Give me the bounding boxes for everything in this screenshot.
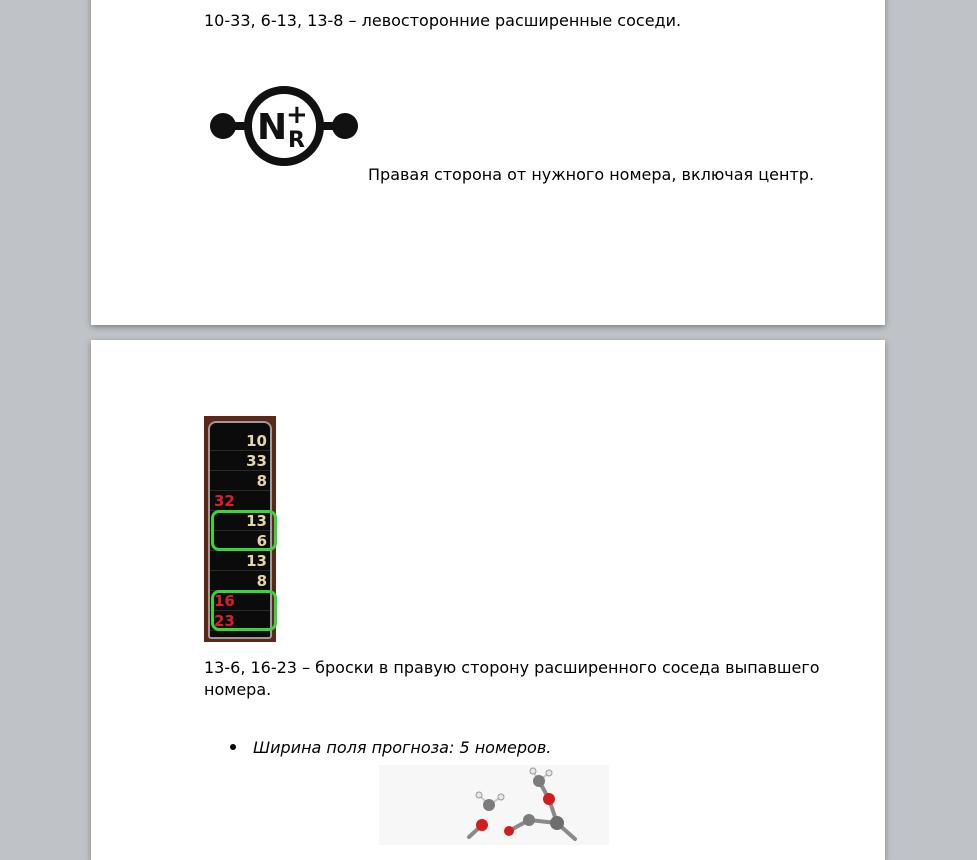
bullet-text: Ширина поля прогноза: 5 номеров. [253, 738, 552, 757]
highlight-frame [211, 510, 277, 551]
roulette-history-board [204, 416, 276, 642]
neighbor-right-icon [209, 85, 359, 167]
history-number: 13 [210, 511, 270, 531]
svg-text:R: R [288, 128, 305, 153]
history-number: 6 [210, 531, 270, 551]
document-page-2 [91, 340, 885, 860]
svg-text:+: + [286, 100, 308, 130]
svg-text:N: N [257, 107, 288, 148]
history-number: 8 [210, 471, 270, 491]
history-number: 8 [210, 571, 270, 591]
left-neighbors-text: 10-33, 6-13, 13-8 – левосторонние расширенные соседи. [204, 11, 682, 30]
history-number: 16 [210, 591, 270, 611]
history-number: 33 [210, 451, 270, 471]
icon-description: Правая сторона от нужного номера, включая центр. [368, 165, 815, 184]
bullet-dot-icon [230, 744, 236, 750]
highlight-frame [211, 590, 277, 631]
history-number: 32 [210, 491, 270, 511]
caption-text: 13-6, 16-23 – броски в правую сторону расширенного соседа выпавшего номера. [204, 658, 820, 699]
bullet-item [230, 737, 551, 759]
history-column [208, 421, 272, 639]
history-number: 10 [210, 431, 270, 451]
history-number: 23 [210, 611, 270, 631]
molecule-image [379, 765, 609, 845]
document-page-1 [91, 0, 885, 325]
history-number: 13 [210, 551, 270, 571]
